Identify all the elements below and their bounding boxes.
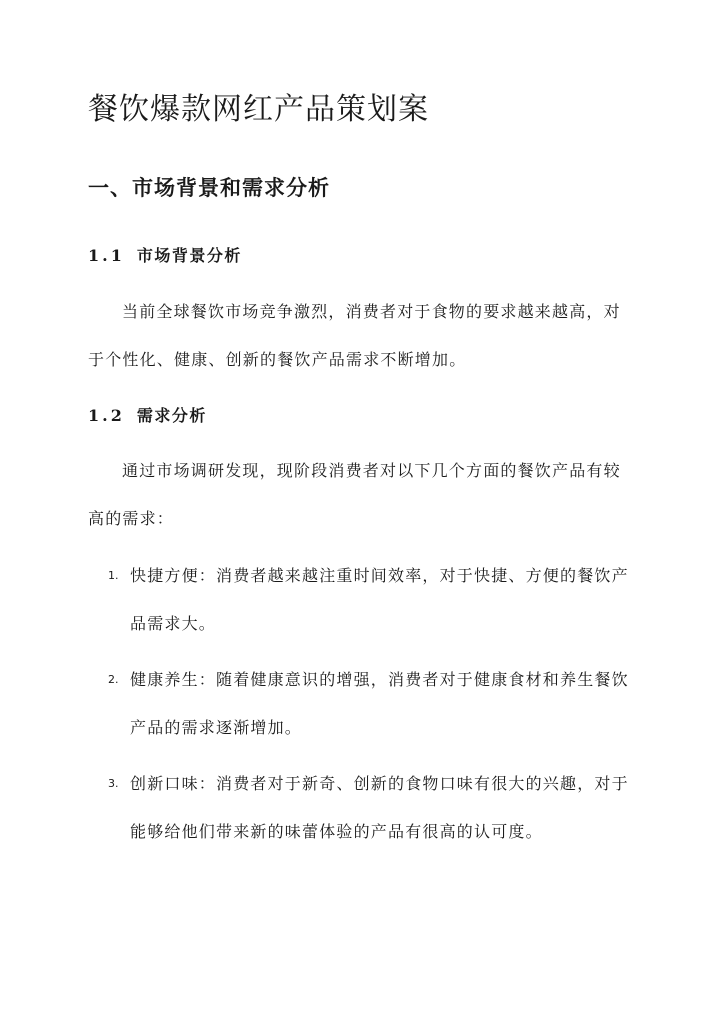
- document-title: 餐饮爆款网红产品策划案: [88, 92, 429, 127]
- list-marker: 2.: [108, 673, 119, 686]
- list-item-text: 健康养生：随着健康意识的增强，消费者对于健康食材和养生餐饮产品的需求逐渐增加。: [130, 670, 629, 737]
- list-item-text: 创新口味：消费者对于新奇、创新的食物口味有很大的兴趣，对于能够给他们带来新的味蕾体验的产品有很高的认可度。: [130, 774, 629, 841]
- subsection-heading-1-2: [88, 403, 207, 426]
- list-item: [88, 552, 636, 648]
- list-item: [88, 656, 636, 752]
- list-item-text: 快捷方便：消费者越来越注重时间效率，对于快捷、方便的餐饮产品需求大。: [130, 566, 629, 633]
- subsection-number: 1.2: [88, 406, 125, 425]
- list-item: [88, 760, 636, 856]
- subsection-number: 1.1: [88, 246, 125, 265]
- list-marker: 1.: [108, 569, 119, 582]
- market-background-paragraph: 当前全球餐饮市场竞争激烈，消费者对于食物的要求越来越高，对于个性化、健康、创新的餐饮产品需求不断增加。: [88, 302, 621, 369]
- subsection-title: 需求分析: [136, 406, 207, 425]
- list-marker: 3.: [108, 777, 119, 790]
- subsection-heading-1-1: [88, 243, 242, 266]
- section-heading: 一、市场背景和需求分析: [88, 175, 330, 200]
- demand-list: [88, 552, 636, 864]
- demand-analysis-paragraph: 通过市场调研发现，现阶段消费者对以下几个方面的餐饮产品有较高的需求：: [88, 461, 621, 528]
- subsection-title: 市场背景分析: [136, 246, 242, 265]
